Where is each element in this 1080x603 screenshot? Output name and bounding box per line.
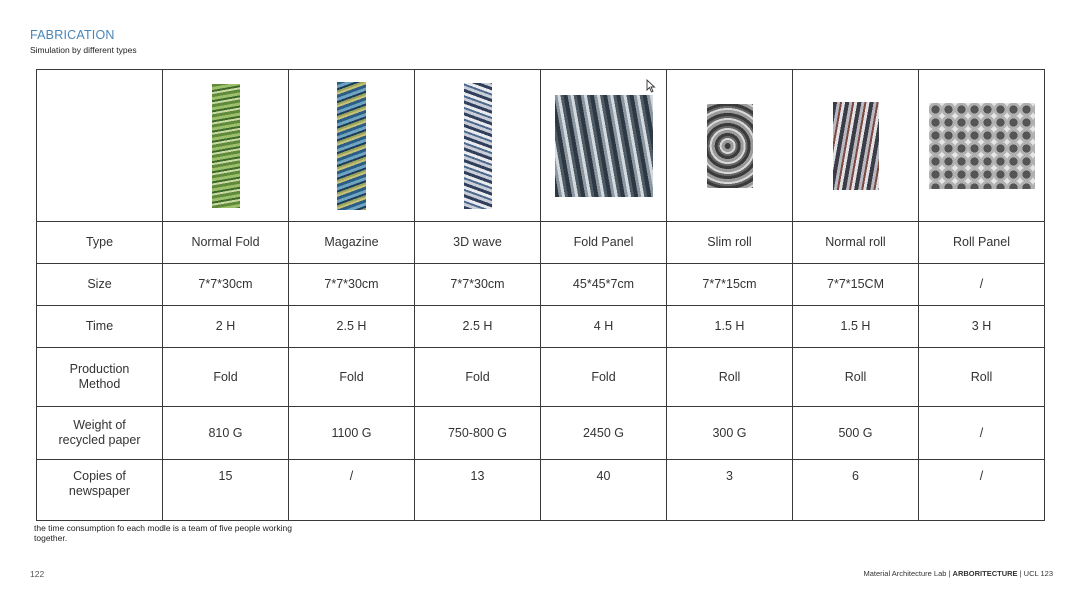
table-cell: Normal roll (793, 222, 919, 264)
table-cell: Fold (415, 348, 541, 407)
credit-lab: Material Architecture Lab | (863, 569, 951, 578)
sample-cell (667, 70, 793, 222)
table-cell: / (919, 460, 1045, 521)
page-number: 122 (30, 569, 45, 579)
table-row-weight (37, 407, 1045, 460)
row-label: Type (37, 222, 163, 264)
table-cell: / (919, 264, 1045, 306)
table-cell: 3 H (919, 306, 1045, 348)
table-cell: 2.5 H (415, 306, 541, 348)
table-cell: / (919, 407, 1045, 460)
sample-cell (793, 70, 919, 222)
footnote: the time consumption fo each modle is a team of five people working together. (34, 523, 292, 543)
table-cell: 810 G (163, 407, 289, 460)
3d-wave-sample-icon (464, 83, 492, 209)
table-cell: 1.5 H (667, 306, 793, 348)
table-cell: 15 (163, 460, 289, 521)
credit-arboritecture: ARBORITECTURE (952, 569, 1018, 578)
table-cell: Roll (667, 348, 793, 407)
green-fold-sample-icon (212, 84, 240, 208)
credit-ucl: | UCL 123 (1019, 569, 1053, 578)
table-cell: 6 (793, 460, 919, 521)
sample-cell (163, 70, 289, 222)
table-cell: Roll Panel (919, 222, 1045, 264)
table-cell: 3D wave (415, 222, 541, 264)
table-row-type (37, 222, 1045, 264)
table-cell: 750-800 G (415, 407, 541, 460)
table-cell: 1.5 H (793, 306, 919, 348)
fold-panel-sample-icon (555, 95, 653, 197)
table-cell: 13 (415, 460, 541, 521)
table-row-production-method (37, 348, 1045, 407)
table-cell: Fold (289, 348, 415, 407)
table-cell: 7*7*30cm (289, 264, 415, 306)
sample-cell (289, 70, 415, 222)
table-cell: 2450 G (541, 407, 667, 460)
table-cell: 1100 G (289, 407, 415, 460)
table-cell: / (289, 460, 415, 521)
table-cell: 45*45*7cm (541, 264, 667, 306)
mouse-cursor-icon (646, 79, 656, 93)
row-label: Weight of recycled paper (37, 407, 163, 460)
table-cell: Fold (163, 348, 289, 407)
table-cell: 7*7*30cm (163, 264, 289, 306)
table-cell: 2.5 H (289, 306, 415, 348)
page-title: FABRICATION (30, 28, 115, 42)
table-cell: Magazine (289, 222, 415, 264)
row-label: Size (37, 264, 163, 306)
sample-cell (415, 70, 541, 222)
table-cell: 300 G (667, 407, 793, 460)
table-cell: Normal Fold (163, 222, 289, 264)
row-label: Time (37, 306, 163, 348)
sample-image-row (37, 70, 1045, 222)
table-cell: 2 H (163, 306, 289, 348)
roll-panel-sample-icon (929, 103, 1035, 189)
table-cell: 40 (541, 460, 667, 521)
sample-cell (919, 70, 1045, 222)
table-row-copies (37, 460, 1045, 521)
table-cell: Fold Panel (541, 222, 667, 264)
table-row-size (37, 264, 1045, 306)
table-row-time (37, 306, 1045, 348)
fabrication-table (36, 69, 1045, 521)
normal-roll-sample-icon (833, 102, 879, 190)
table-cell: 7*7*15CM (793, 264, 919, 306)
table-cell: Fold (541, 348, 667, 407)
empty-header-cell (37, 70, 163, 222)
table-cell: Slim roll (667, 222, 793, 264)
table-cell: Roll (793, 348, 919, 407)
table-cell: 7*7*30cm (415, 264, 541, 306)
table-cell: 4 H (541, 306, 667, 348)
row-label: Copies of newspaper (37, 460, 163, 521)
slim-roll-sample-icon (707, 104, 753, 188)
page-subtitle: Simulation by different types (30, 45, 137, 55)
magazine-fold-sample-icon (337, 82, 366, 210)
credit-line (863, 569, 1053, 578)
table-cell: 7*7*15cm (667, 264, 793, 306)
table-cell: Roll (919, 348, 1045, 407)
row-label: Production Method (37, 348, 163, 407)
table-cell: 3 (667, 460, 793, 521)
table-cell: 500 G (793, 407, 919, 460)
